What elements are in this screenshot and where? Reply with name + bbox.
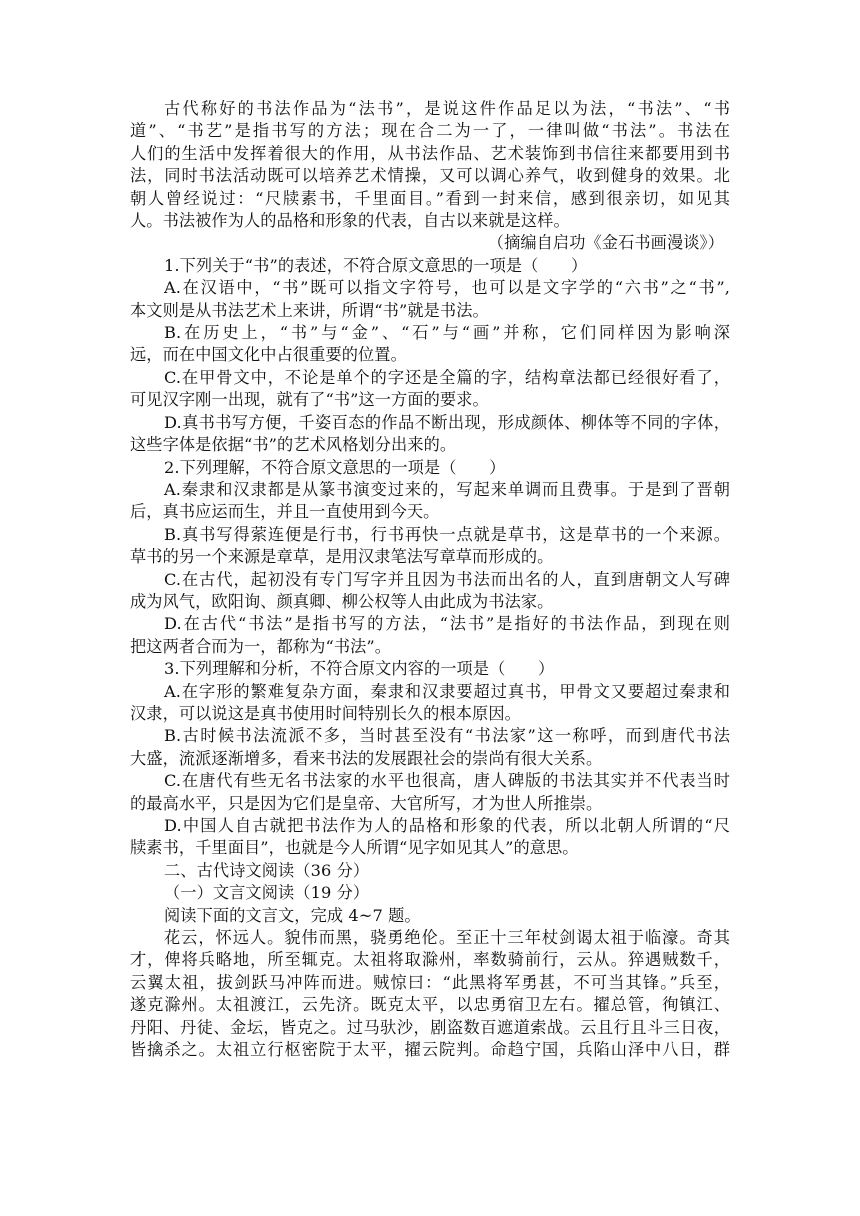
- question-1-stem: 1.下列关于“书”的表述，不符合原文意思的一项是（ ）: [164, 255, 588, 275]
- question-1-option-d-cont: 这些字体是依据“书”的艺术风格划分出来的。: [130, 435, 457, 455]
- question-3-option-c: C.在唐代有些无名书法家的水平也很高，唐人碑版的书法其实并不代表当时: [164, 771, 730, 791]
- classical-text-line: 皆擒杀之。太祖立行枢密院于太平，擢云院判。命趋宁国，兵陷山泽中八日，群: [130, 1040, 730, 1060]
- question-3-option-d: D.中国人自古就把书法作为人的品格和形象的代表，所以北朝人所谓的“尺: [164, 816, 730, 835]
- classical-text-line: 花云，怀远人。貌伟而黑，骁勇绝伦。至正十三年杖剑谒太祖于临濠。奇其: [164, 928, 730, 948]
- question-2-option-c-cont: 成为风气，欧阳询、颜真卿、柳公权等人由此成为书法家。: [130, 591, 554, 611]
- question-3-stem: 3.下列理解和分析，不符合原文内容的一项是（ ）: [164, 659, 555, 679]
- passage-line: 人们的生活中发挥着很大的作用，从书法作品、艺术装饰到书信往来都要用到书: [130, 143, 730, 163]
- passage-line: 古代称好的书法作品为“法书”，是说这件作品足以为法，“书法”、“书: [164, 99, 730, 118]
- classical-text-line: 才，俾将兵略地，所至辄克。太祖将取滁州，率数骑前行，云从。猝遇贼数千，: [130, 950, 730, 970]
- classical-text-line: 丹阳、丹徒、金坛，皆克之。过马驮沙，剧盗数百遮道索战。云且行且斗三日夜，: [130, 1017, 730, 1037]
- subsection-heading: （一）文言文阅读（19 分）: [164, 883, 370, 903]
- section-heading: 二、古代诗文阅读（36 分）: [164, 860, 370, 880]
- question-2-option-b: B.真书写得萦连便是行书，行书再快一点就是草书，这是草书的一个来源。: [164, 524, 730, 544]
- question-2-option-c: C.在古代，起初没有专门写字并且因为书法而出名的人，直到唐朝文人写碑: [164, 569, 730, 589]
- question-1-option-a-cont: 本文则是从书法艺术上来讲，所谓“书”就是书法。: [130, 300, 489, 320]
- passage-line: 朝人曾经说过：“尺牍素书，千里面目。”看到一封来信，感到很亲切，如见其: [130, 188, 730, 208]
- passage-line: 人。书法被作为人的品格和形象的代表，自古以来就是这样。: [130, 211, 570, 231]
- question-1-option-b: B.在历史上，“书”与“金”、“石”与“画”并称，它们同样因为影响深: [164, 323, 730, 343]
- question-3-option-b: B.古时候书法流派不多，当时甚至没有“书法家”这一称呼，而到唐代书法: [164, 726, 730, 746]
- question-3-option-b-cont: 大盛，流派逐渐增多，看来书法的发展跟社会的崇尚有很大关系。: [130, 748, 603, 768]
- instructions: 阅读下面的文言文，完成 4~7 题。: [164, 905, 421, 925]
- question-1-option-b-cont: 远，而在中国文化中占很重要的位置。: [130, 345, 407, 365]
- question-2-stem: 2.下列理解，不符合原文意思的一项是（ ）: [164, 457, 506, 477]
- question-3-option-d-cont: 牍素书，千里面目”，也就是今人所谓“见字如见其人”的意思。: [130, 838, 579, 858]
- question-2-option-d-cont: 把这两者合而为一，都称为“书法”。: [130, 636, 392, 656]
- question-1-option-d: D.真书书写方便，千姿百态的作品不断出现，形成颜体、柳体等不同的字体，: [164, 412, 730, 432]
- document-page: [130, 98, 730, 1061]
- question-3-option-c-cont: 的最高水平，只是因为它们是皇帝、大官所写，才为世人所推崇。: [130, 793, 603, 813]
- source-citation: （摘编自启功《金石书画漫谈》）: [487, 233, 724, 253]
- passage-line: 道”、“书艺”是指书写的方法；现在合二为一了，一律叫做“书法”。书法在: [130, 121, 730, 141]
- passage-line: 法，同时书法活动既可以培养艺术情操，又可以调心养气，收到健身的效果。北: [130, 166, 730, 186]
- question-1-option-c-cont: 可见汉字刚一出现，就有了“书”这一方面的要求。: [130, 390, 489, 410]
- classical-text-line: 云翼太祖，拔剑跃马冲阵而进。贼惊曰：“此黑将军勇甚，不可当其锋。”兵至，: [130, 972, 730, 992]
- question-1-option-a: A.在汉语中，“书”既可以指文字符号，也可以是文字学的“六书”之“书”,: [164, 278, 730, 298]
- classical-text-line: 遂克滁州。太祖渡江，云先济。既克太平，以忠勇宿卫左右。擢总管，徇镇江、: [130, 995, 730, 1015]
- question-2-option-b-cont: 草书的另一个来源是章草，是用汉隶笔法写章草而形成的。: [130, 547, 554, 567]
- question-2-option-d: D.在古代“书法”是指书写的方法，“法书”是指好的书法作品，到现在则: [164, 614, 730, 634]
- question-2-option-a: A.秦隶和汉隶都是从篆书演变过来的，写起来单调而且费事。于是到了晋朝: [164, 479, 730, 499]
- question-3-option-a: A.在字形的繁难复杂方面，秦隶和汉隶要超过真书，甲骨文又要超过秦隶和: [164, 681, 730, 701]
- question-3-option-a-cont: 汉隶，可以说这是真书使用时间特别长久的根本原因。: [130, 703, 521, 723]
- question-1-option-c: C.在甲骨文中，不论是单个的字还是全篇的字，结构章法都已经很好看了，: [164, 367, 730, 387]
- question-2-option-a-cont: 后，真书应运而生，并且一直使用到今天。: [130, 502, 440, 522]
